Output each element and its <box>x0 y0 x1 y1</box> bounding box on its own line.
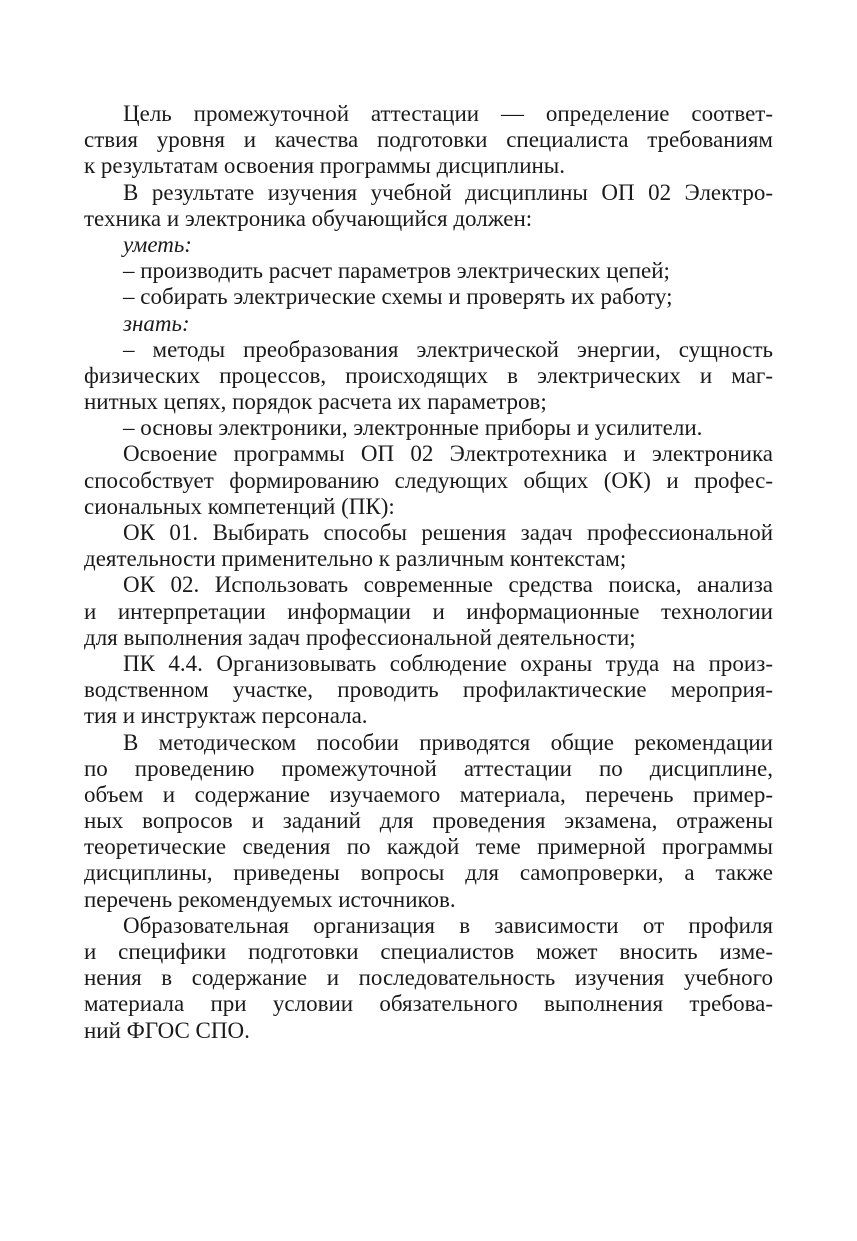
text-line: физических процессов, происходящих в электрических и маг- <box>84 362 773 388</box>
text-line: теоретические сведения по каждой теме примерной программы <box>84 834 773 860</box>
text-line: Цель промежуточной аттестации — определение соответ- <box>123 101 773 126</box>
text-line: по проведению промежуточной аттестации по дисциплине, <box>84 755 773 781</box>
section-label: знать: <box>123 310 190 336</box>
text-line: и специфики подготовки специалистов может вносить изме- <box>84 939 773 964</box>
text-line: – собирать электрические схемы и проверять их работу; <box>123 284 673 310</box>
text-line: Образовательная организация в зависимости от профиля <box>123 912 773 938</box>
text-line: В результате изучения учебной дисциплины ОП 02 Электро- <box>123 179 773 205</box>
text-line: объем и содержание изучаемого материала, перечень пример- <box>84 781 773 807</box>
text-line: перечень рекомендуемых источников. <box>84 886 456 912</box>
text-line: ОК 01. Выбирать способы решения задач профессиональной <box>123 520 773 545</box>
text-line: – методы преобразования электрической энергии, сущность <box>123 336 773 362</box>
text-line: и интерпретации информации и информационные технологии <box>84 598 773 624</box>
section-label: уметь: <box>123 231 192 257</box>
text-line: нения в содержание и последовательность изучения учебного <box>84 965 773 991</box>
text-line: материала при условии обязательного выполнения требова- <box>84 991 773 1017</box>
text-line: – производить расчет параметров электрических цепей; <box>123 258 670 284</box>
text-line: техника и электроника обучающийся должен: <box>84 205 533 231</box>
text-line: – основы электроники, электронные приборы и усилители. <box>123 415 703 441</box>
text-line: дисциплины, приведены вопросы для самопроверки, а также <box>84 860 773 886</box>
text-line: к результатам освоения программы дисциплины. <box>84 153 566 179</box>
document-page-body <box>84 101 773 1044</box>
text-line: ний ФГОС СПО. <box>84 1017 250 1043</box>
text-line: водственном участке, проводить профилактические мероприя- <box>84 677 773 703</box>
text-line: ОК 02. Использовать современные средства поиска, анализа <box>123 572 773 598</box>
text-line: для выполнения задач профессиональной деятельности; <box>84 624 636 650</box>
text-line: тия и инструктаж персонала. <box>84 703 368 729</box>
text-line: деятельности применительно к различным контекстам; <box>84 546 627 572</box>
text-line: ствия уровня и качества подготовки специалиста требованиям <box>84 127 773 153</box>
text-line: способствует формированию следующих общих (ОК) и профес- <box>84 467 773 493</box>
text-line: ПК 4.4. Организовывать соблюдение охраны труда на произ- <box>123 650 773 676</box>
text-line: Освоение программы ОП 02 Электротехника и электроника <box>123 441 773 467</box>
text-line: сиональных компетенций (ПК): <box>84 493 395 519</box>
text-line: В методическом пособии приводятся общие рекомендации <box>123 729 773 755</box>
text-line: ных вопросов и заданий для проведения экзамена, отражены <box>84 808 773 834</box>
text-line: нитных цепях, порядок расчета их параметров; <box>84 389 547 415</box>
